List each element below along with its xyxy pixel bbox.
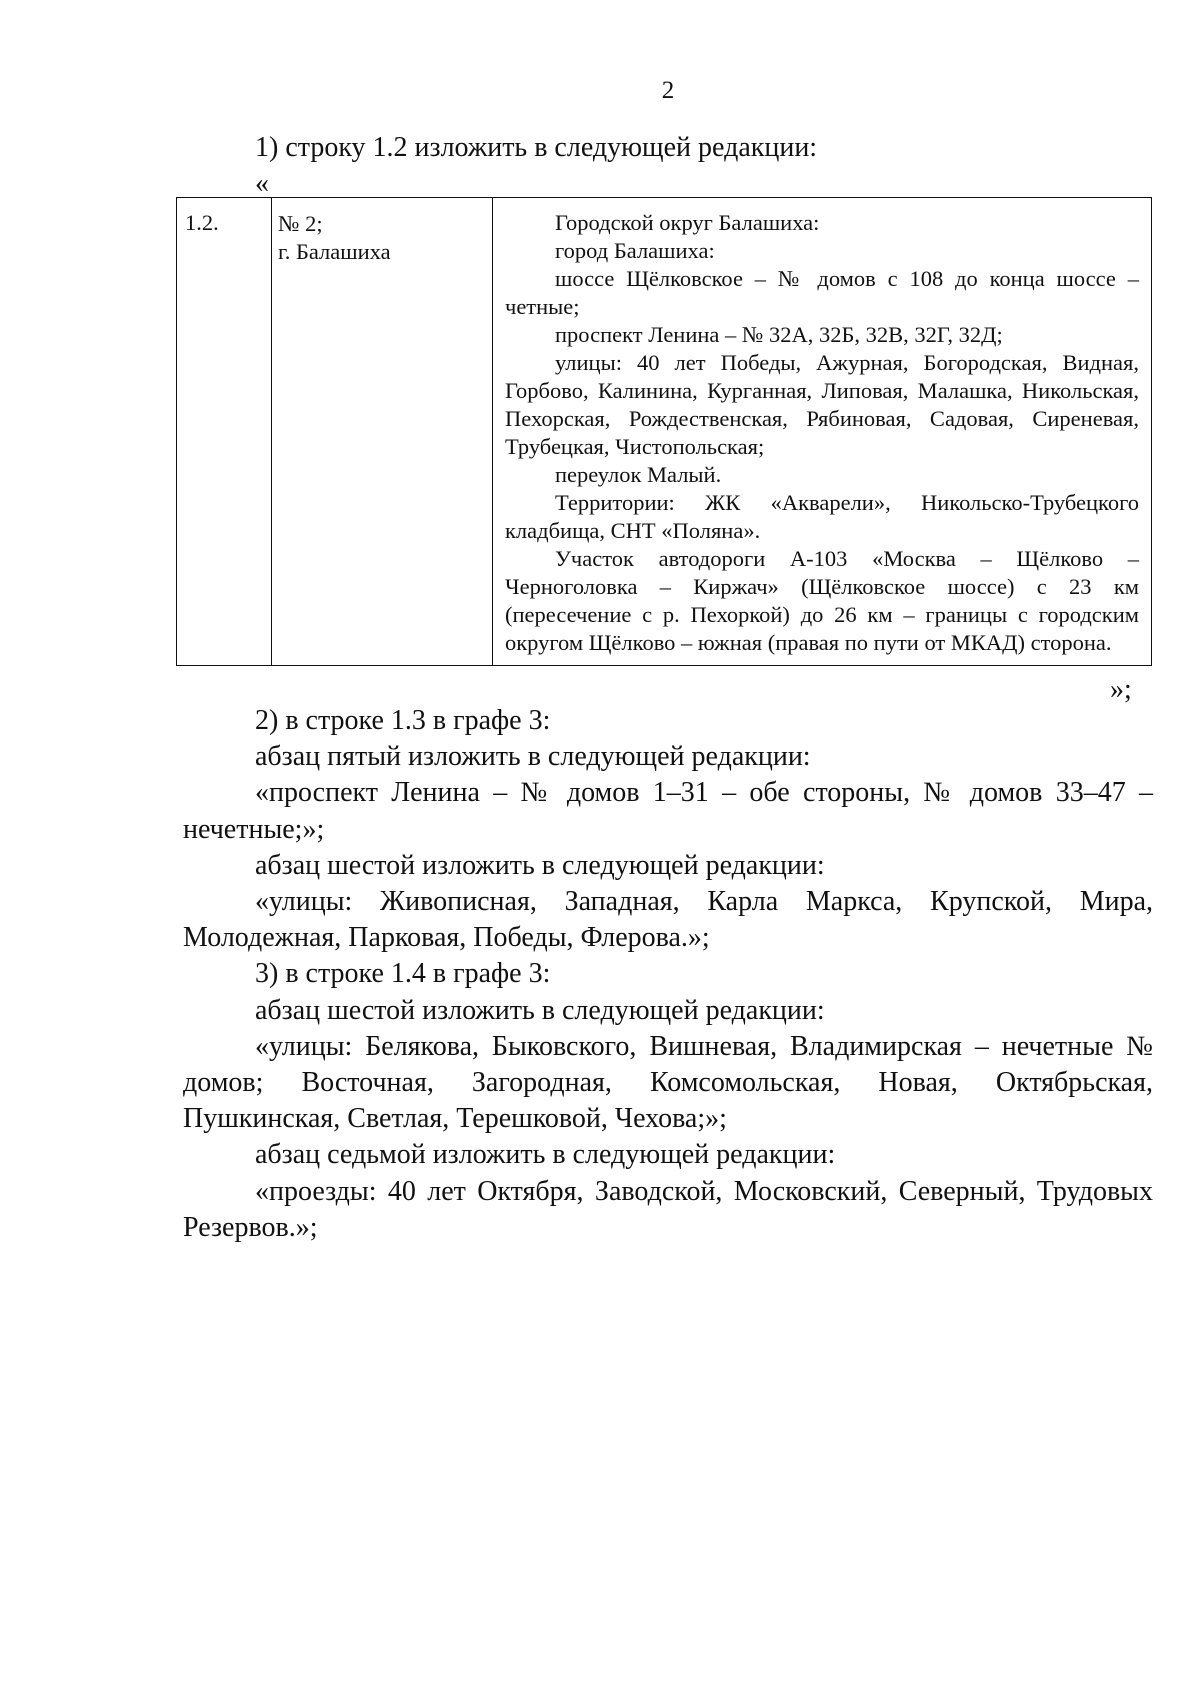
description-line: шоссе Щёлковское – № домов с 108 до конца шоссе – четные;	[505, 266, 1139, 319]
paragraph: абзац шестой изложить в следующей редакции:	[255, 994, 825, 1026]
district-number: № 2;	[278, 211, 323, 236]
paragraph: 2) в строке 1.3 в графе 3:	[255, 705, 551, 736]
description-line: Городской округ Балашиха:	[555, 210, 820, 235]
row-number: 1.2.	[185, 210, 219, 235]
opening-quote-mark: «	[255, 168, 269, 199]
paragraph: «улицы: Живописная, Западная, Карла Маркса, Крупской, Мира, Молодежная, Парковая, Победы, Флерова.»;	[183, 886, 1153, 954]
amendment-intro: 1) строку 1.2 изложить в следующей редакции:	[255, 132, 818, 163]
paragraph: абзац седьмой изложить в следующей редакции:	[255, 1139, 836, 1171]
page-number: 2	[661, 77, 675, 104]
amendment-body	[183, 703, 1153, 1246]
paragraph: абзац шестой изложить в следующей редакции:	[255, 849, 825, 881]
row-number-cell	[177, 198, 272, 666]
description-line: проспект Ленина – № 32А, 32Б, 32В, 32Г, 32Д;	[555, 322, 1003, 347]
description-line: переулок Малый.	[555, 462, 722, 487]
district-cell	[272, 198, 493, 666]
paragraph: «проезды: 40 лет Октября, Заводской, Московский, Северный, Трудовых Резервов.»;	[183, 1175, 1153, 1243]
description-cell	[493, 198, 1152, 666]
amendment-table	[176, 197, 1152, 666]
description-line: Территории: ЖК «Акварели», Никольско-Трубецкого кладбища, СНТ «Поляна».	[505, 490, 1139, 543]
description-line: улицы: 40 лет Победы, Ажурная, Богородская, Видная, Горбово, Калинина, Курганная, Липовая, Малашка, Никольская, Пехорская, Рождественская, Рябиновая, Садовая, Сиреневая, Трубецкая, Чистопольская;	[505, 350, 1139, 459]
description-line: город Балашиха:	[555, 238, 715, 263]
paragraph: «улицы: Белякова, Быковского, Вишневая, Владимирская – нечетные № домов; Восточная, Загородная, Комсомольская, Новая, Октябрьская, Пушкинская, Светлая, Терешковой, Чехова;»;	[183, 1030, 1153, 1135]
district-city: г. Балашиха	[278, 239, 391, 264]
paragraph: 3) в строке 1.4 в графе 3:	[255, 958, 551, 990]
paragraph: «проспект Ленина – № домов 1–31 – обе стороны, № домов 33–47 – нечетные;»;	[183, 777, 1153, 845]
closing-quote-mark: »;	[1110, 674, 1132, 705]
table-row	[177, 198, 1152, 666]
paragraph: абзац пятый изложить в следующей редакции:	[255, 741, 811, 773]
description-line: Участок автодороги А-103 «Москва – Щёлково – Черноголовка – Киржач» (Щёлковское шоссе) с 23 км (пересечение с р. Пехоркой) до 26 км – границы с городским округом Щёлково – южная (правая по пути от МКАД) сторона.	[505, 546, 1139, 655]
